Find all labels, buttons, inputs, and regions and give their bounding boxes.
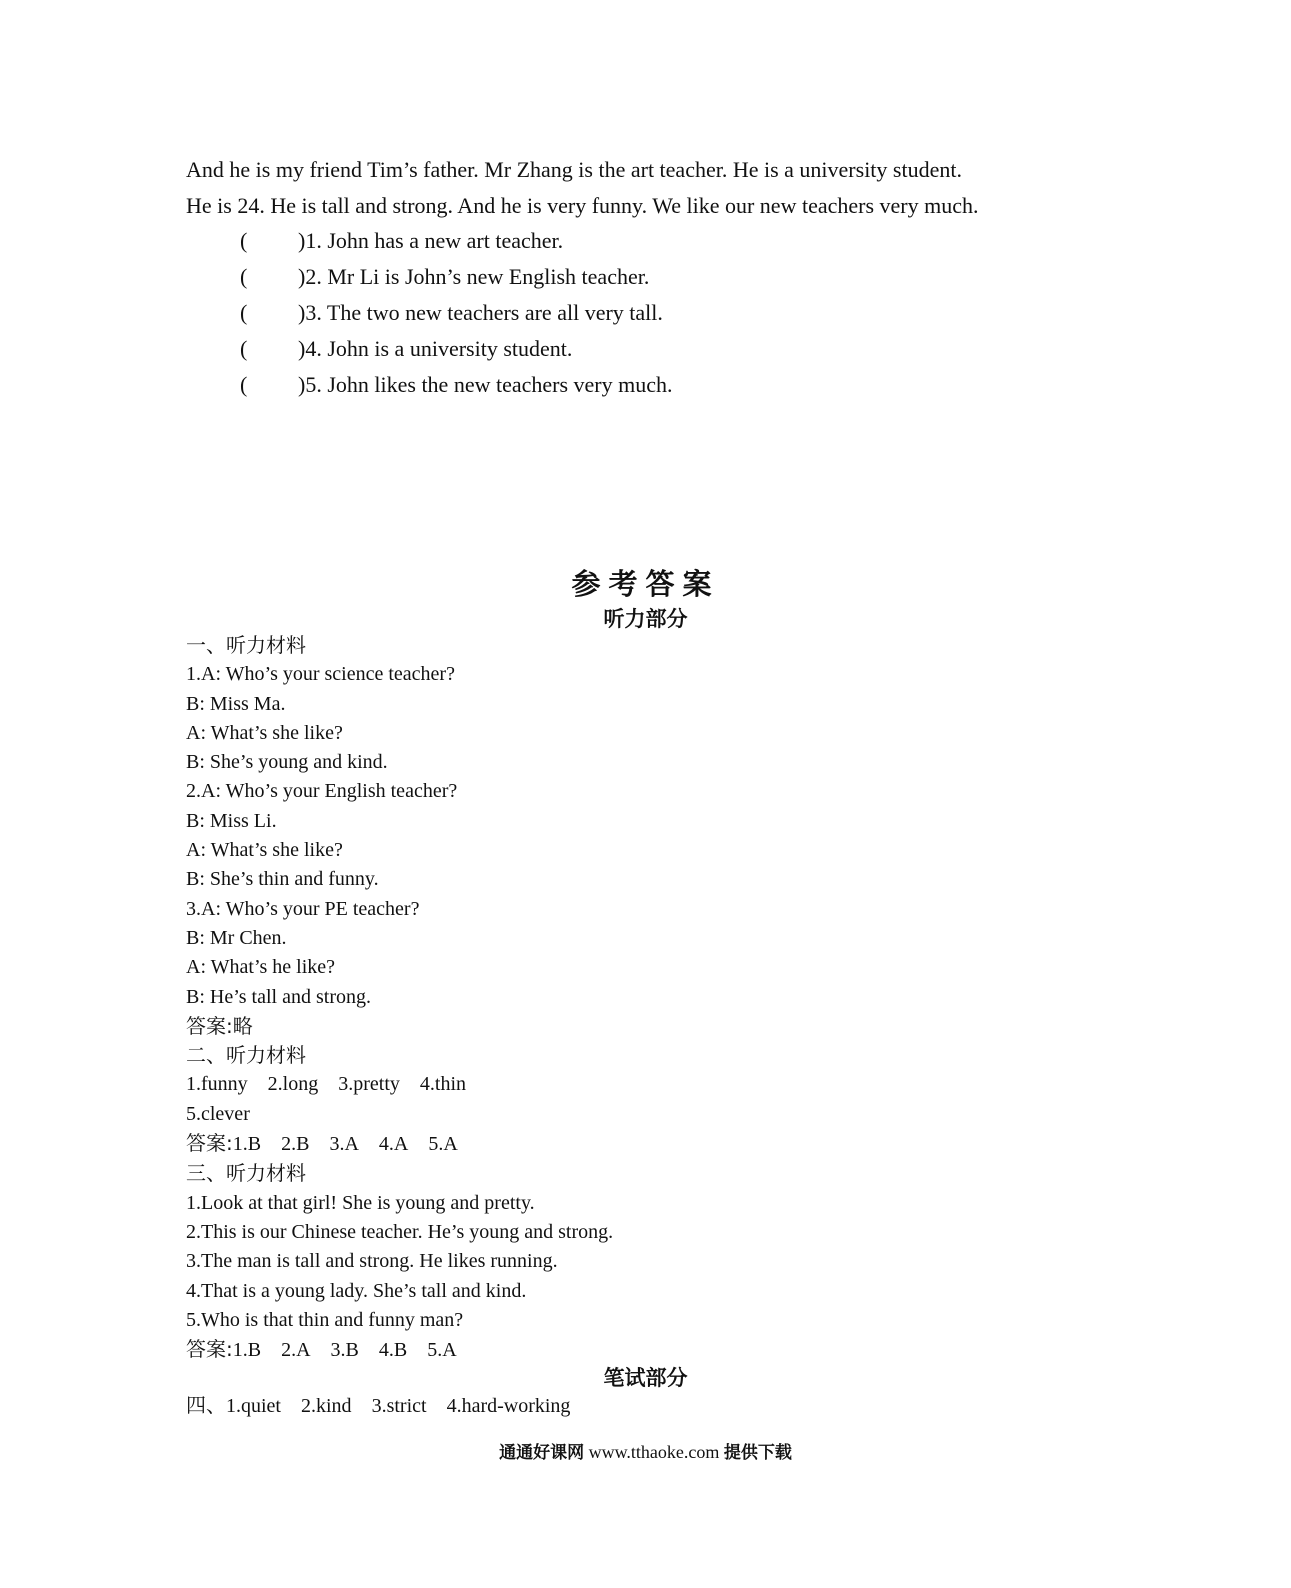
answer-value: 略 bbox=[232, 1013, 253, 1038]
word: 2.long bbox=[267, 1073, 319, 1096]
answer-label: 答案: bbox=[186, 1131, 233, 1156]
section1-line: B: Miss Li. bbox=[186, 809, 277, 832]
answer-value: 1.quiet bbox=[226, 1395, 281, 1417]
written-section-title: 笔试部分 bbox=[603, 1366, 688, 1390]
section4-heading: 四、 bbox=[186, 1393, 226, 1417]
section2-answer bbox=[186, 1129, 613, 1159]
page-footer bbox=[0, 1438, 1291, 1463]
answer-blank: ( bbox=[240, 228, 248, 253]
answer-value: 1.B bbox=[232, 1133, 262, 1156]
word: 4.thin bbox=[419, 1073, 467, 1096]
answer-value: 3.A bbox=[329, 1133, 359, 1156]
answer-blank: ( bbox=[240, 264, 248, 289]
section1-line: 1.A: Who’s your science teacher? bbox=[186, 663, 455, 686]
section3-line: 4.That is a young lady. She’s tall and kind. bbox=[186, 1279, 527, 1302]
section3-line: 2.This is our Chinese teacher. He’s young and strong. bbox=[186, 1220, 614, 1243]
footer-suffix: 提供下载 bbox=[723, 1443, 792, 1463]
answer-value: 3.strict bbox=[371, 1395, 427, 1417]
section1-line: A: What’s she like? bbox=[186, 721, 343, 744]
tf-question-text: )2. Mr Li is John’s new English teacher. bbox=[298, 264, 650, 289]
answer-value: 4.B bbox=[378, 1339, 408, 1362]
section3-heading: 三、听力材料 bbox=[186, 1161, 306, 1186]
answer-value: 3.B bbox=[330, 1339, 359, 1362]
tf-question-1 bbox=[240, 223, 673, 259]
section4-line bbox=[186, 1391, 570, 1421]
tf-question-text: )4. John is a university student. bbox=[298, 336, 573, 361]
section4-answers bbox=[186, 1391, 570, 1421]
section1-line: 2.A: Who’s your English teacher? bbox=[186, 780, 458, 803]
tf-question-5 bbox=[240, 367, 673, 403]
word: 1.funny bbox=[186, 1073, 248, 1096]
answer-blank: ( bbox=[240, 300, 248, 325]
answer-value: 4.hard-working bbox=[446, 1395, 571, 1417]
answer-value: 5.A bbox=[427, 1339, 457, 1362]
tf-question-3 bbox=[240, 295, 673, 331]
word: 3.pretty bbox=[338, 1073, 400, 1096]
passage-line-1: And he is my friend Tim’s father. Mr Zhang is the art teacher. He is a university student. bbox=[186, 157, 962, 182]
section3-line: 1.Look at that girl! She is young and pretty. bbox=[186, 1191, 535, 1214]
section1-line: B: Miss Ma. bbox=[186, 692, 286, 715]
section1-line: 3.A: Who’s your PE teacher? bbox=[186, 897, 420, 920]
footer-url: www.tthaoke.com bbox=[588, 1442, 720, 1462]
true-false-questions bbox=[240, 223, 673, 403]
section2-heading: 二、听力材料 bbox=[186, 1043, 306, 1068]
tf-question-text: )5. John likes the new teachers very much. bbox=[298, 372, 673, 397]
tf-question-2 bbox=[240, 259, 673, 295]
answer-key-body bbox=[186, 631, 613, 1365]
answer-value: 2.B bbox=[281, 1133, 310, 1156]
section3-line: 5.Who is that thin and funny man? bbox=[186, 1308, 464, 1331]
section2-words-2: 5.clever bbox=[186, 1102, 250, 1125]
answer-label: 答案: bbox=[186, 1013, 233, 1038]
footer-site-name: 通通好课网 bbox=[499, 1443, 585, 1463]
answer-value: 1.B bbox=[232, 1339, 262, 1362]
section3-answer bbox=[186, 1335, 613, 1365]
section1-heading: 一、听力材料 bbox=[186, 633, 306, 657]
answer-value: 4.A bbox=[378, 1133, 409, 1156]
tf-question-text: )1. John has a new art teacher. bbox=[298, 228, 564, 253]
tf-question-text: )3. The two new teachers are all very tall. bbox=[298, 300, 663, 325]
answer-key-title: 参考答案 bbox=[571, 567, 720, 601]
section1-line: B: She’s young and kind. bbox=[186, 751, 388, 774]
section1-line: B: He’s tall and strong. bbox=[186, 985, 371, 1008]
section1-line: B: She’s thin and funny. bbox=[186, 868, 379, 891]
answer-value: 5.A bbox=[428, 1133, 458, 1156]
answer-value: 2.A bbox=[281, 1339, 311, 1362]
section1-line: B: Mr Chen. bbox=[186, 926, 287, 949]
section1-answer bbox=[186, 1012, 613, 1041]
section1-line: A: What’s he like? bbox=[186, 956, 336, 979]
section1-line: A: What’s she like? bbox=[186, 839, 343, 862]
passage-line-2: He is 24. He is tall and strong. And he is very funny. We like our new teachers very much. bbox=[186, 193, 979, 218]
section2-words bbox=[186, 1070, 613, 1099]
answer-value: 2.kind bbox=[301, 1395, 352, 1417]
answer-blank: ( bbox=[240, 336, 248, 361]
section3-line: 3.The man is tall and strong. He likes running. bbox=[186, 1250, 558, 1273]
listening-section-title: 听力部分 bbox=[603, 607, 688, 631]
answer-label: 答案: bbox=[186, 1337, 233, 1362]
tf-question-4 bbox=[240, 331, 673, 367]
answer-blank: ( bbox=[240, 372, 248, 397]
